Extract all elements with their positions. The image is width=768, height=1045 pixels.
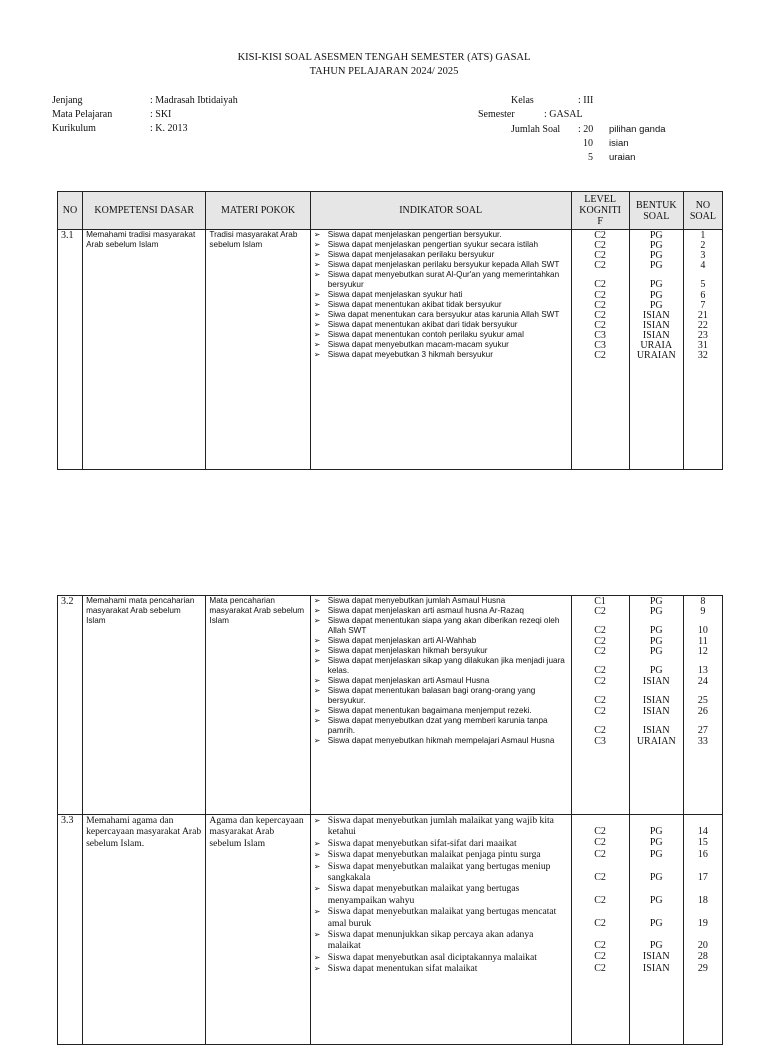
level-value: C2 xyxy=(594,239,606,251)
indikator-item: ➢ Siswa dapat menyebutkan asal diciptakannya malaikat xyxy=(314,952,568,963)
no-soal-value: 15 xyxy=(697,837,708,849)
jumlah-isian-value: 10 xyxy=(583,138,593,149)
header-no-soal xyxy=(683,192,722,230)
indikator-item: ➢ Siswa dapat menentukan bagaimana menjemput rezeki. xyxy=(314,706,568,716)
level-value: C2 xyxy=(594,319,606,331)
header-level-kognitif xyxy=(571,192,629,230)
bentuk-value: ISIAN xyxy=(642,705,670,717)
kompetensi-dasar-cell: Memahami agama dan kepercayaan masyarakat Arab sebelum Islam. xyxy=(83,815,206,1045)
indikator-list xyxy=(314,230,568,360)
level-value: C2 xyxy=(594,229,606,241)
level-kognitif-cell xyxy=(571,230,629,470)
bentuk-value: PG xyxy=(649,239,663,251)
level-value: C2 xyxy=(594,624,606,636)
level-value: C2 xyxy=(594,917,606,929)
bentuk-value: PG xyxy=(649,917,663,929)
kurikulum-label: Kurikulum xyxy=(52,123,96,134)
indikator-cell xyxy=(310,815,571,1045)
header-level-line3: F xyxy=(597,216,603,227)
bentuk-soal-cell xyxy=(629,596,683,815)
bentuk-value: PG xyxy=(649,826,663,838)
document-title: KISI-KISI SOAL ASESMEN TENGAH SEMESTER (ATS) GASAL xyxy=(237,52,531,63)
mapel-value: : SKI xyxy=(150,109,172,120)
section-number: 3.2 xyxy=(58,596,83,815)
semester-value: : GASAL xyxy=(544,109,583,120)
indikator-item: ➢ Siswa dapat menentukan akibat tidak bersyukur xyxy=(314,300,568,310)
indikator-item: ➢ Siswa dapat menjelaskan arti Al-Wahhab xyxy=(314,636,568,646)
level-value: C2 xyxy=(594,249,606,261)
level-value: C2 xyxy=(594,289,606,301)
indikator-item: ➢ Siswa dapat menjelasakan perilaku bersyukur xyxy=(314,250,568,260)
no-soal-value: 25 xyxy=(697,694,708,706)
level-value: C2 xyxy=(594,705,606,717)
no-soal-value: 33 xyxy=(697,735,708,747)
indikator-item: ➢ Siswa dapat menyebutkan malaikat yang bertugas menyampaikan wahyu xyxy=(314,883,568,906)
jumlah-pg-value: : 20 xyxy=(578,124,594,135)
level-value: C2 xyxy=(594,605,606,617)
no-soal-value: 1 xyxy=(700,229,706,241)
bentuk-value: ISIAN xyxy=(642,675,670,687)
indikator-item: ➢ Siswa dapat menentukan akibat dari tidak bersyukur xyxy=(314,320,568,330)
no-soal-value: 23 xyxy=(697,329,708,341)
semester-label: Semester xyxy=(478,109,515,120)
level-value: C2 xyxy=(594,635,606,647)
no-soal-value: 21 xyxy=(697,309,708,321)
jenjang-label: Jenjang xyxy=(52,95,83,106)
bentuk-value: PG xyxy=(649,289,663,301)
level-value: C2 xyxy=(594,724,606,736)
indikator-item: ➢ Siswa dapat menyebutkan malaikat yang bertugas mencatat amal buruk xyxy=(314,906,568,929)
level-value: C2 xyxy=(594,894,606,906)
no-soal-value: 9 xyxy=(700,605,706,617)
no-soal-value: 16 xyxy=(697,848,708,860)
bentuk-value: PG xyxy=(649,848,663,860)
section-row-3-2 xyxy=(58,596,723,815)
section-row-3-3 xyxy=(58,815,723,1045)
bentuk-value: PG xyxy=(649,645,663,657)
materi-pokok-cell: Tradisi masyarakat Arab sebelum Islam xyxy=(206,230,310,470)
bentuk-value: PG xyxy=(649,635,663,647)
bentuk-value: URAIAN xyxy=(636,735,676,747)
materi-pokok-cell: Mata pencaharian masyarakat Arab sebelum Islam xyxy=(206,596,310,815)
indikator-item: ➢ Siswa dapat menyebutkan malaikat yang bertugas meniup sangkakala xyxy=(314,861,568,884)
kelas-value: : III xyxy=(578,95,594,106)
no-soal-cell xyxy=(683,596,722,815)
no-soal-value: 26 xyxy=(697,705,708,717)
level-value: C2 xyxy=(594,962,606,974)
indikator-item: ➢ Siswa dapat menyebutkan dzat yang memberi karunia tanpa pamrih. xyxy=(314,716,568,736)
indikator-item: ➢ Siswa dapat menjelaskan pengertian syukur secara istilah xyxy=(314,240,568,250)
bentuk-value: PG xyxy=(649,894,663,906)
level-value: C2 xyxy=(594,694,606,706)
no-soal-value: 18 xyxy=(697,894,708,906)
bentuk-soal-cell xyxy=(629,230,683,470)
bentuk-value: ISIAN xyxy=(642,309,670,321)
mapel-label: Mata Pelajaran xyxy=(52,109,113,120)
indikator-list xyxy=(314,596,568,746)
pg-label: pilihan ganda xyxy=(609,124,666,135)
no-soal-value: 11 xyxy=(698,635,708,647)
bentuk-value: URAIAN xyxy=(636,349,676,361)
no-soal-value: 22 xyxy=(697,319,708,331)
bentuk-value: PG xyxy=(649,940,663,952)
level-value: C2 xyxy=(594,278,606,290)
level-value: C1 xyxy=(594,595,606,607)
level-kognitif-cell xyxy=(571,815,629,1045)
indikator-item: ➢ Siswa dapat menyebutkan malaikat penjaga pintu surga xyxy=(314,849,568,860)
indikator-list xyxy=(314,815,568,975)
uraian-label: uraian xyxy=(609,152,636,163)
jenjang-value: : Madrasah Ibtidaiyah xyxy=(150,95,238,106)
bentuk-value: PG xyxy=(649,595,663,607)
level-value: C2 xyxy=(594,940,606,952)
no-soal-value: 4 xyxy=(700,259,706,271)
bentuk-value: PG xyxy=(649,871,663,883)
no-soal-value: 24 xyxy=(697,675,708,687)
level-value: C2 xyxy=(594,299,606,311)
no-soal-value: 31 xyxy=(697,339,708,351)
kisi-table-1 xyxy=(57,191,723,470)
header-kompetensi-dasar: KOMPETENSI DASAR xyxy=(83,192,206,230)
no-soal-value: 12 xyxy=(697,645,708,657)
no-soal-value: 29 xyxy=(697,962,708,974)
indikator-item: ➢ Siswa dapat menentukan balasan bagi orang-orang yang bersyukur. xyxy=(314,686,568,706)
indikator-item: ➢ Siswa dapat menyebutkan macam-macam syukur xyxy=(314,340,568,350)
no-soal-value: 13 xyxy=(697,664,708,676)
no-soal-value: 5 xyxy=(700,278,706,290)
header-level-line1: LEVEL xyxy=(584,194,616,205)
header-bentuk-soal xyxy=(629,192,683,230)
level-value: C2 xyxy=(594,259,606,271)
level-value: C2 xyxy=(594,826,606,838)
level-value: C3 xyxy=(594,339,606,351)
indikator-item: ➢ Siswa dapat menunjukkan sikap percaya akan adanya malaikat xyxy=(314,929,568,952)
kelas-label: Kelas xyxy=(511,95,534,106)
no-soal-value: 10 xyxy=(697,624,708,636)
no-soal-value: 28 xyxy=(697,951,708,963)
level-value: C2 xyxy=(594,871,606,883)
no-soal-cell xyxy=(683,815,722,1045)
no-soal-value: 8 xyxy=(700,595,706,607)
indikator-item: ➢ Siswa dapat menyebutkan sifat-sifat dari maaikat xyxy=(314,838,568,849)
indikator-item: ➢ Siswa dapat menentukan contoh perilaku syukur amal xyxy=(314,330,568,340)
no-soal-value: 32 xyxy=(697,349,708,361)
no-soal-value: 14 xyxy=(697,826,708,838)
kisi-table-2 xyxy=(57,595,723,1045)
indikator-item: ➢ Siswa dapat menjelaskan arti asmaul husna Ar-Razaq xyxy=(314,606,568,616)
section-row-3-1 xyxy=(58,230,723,470)
kompetensi-dasar-cell: Memahami mata pencaharian masyarakat Arab sebelum Islam xyxy=(83,596,206,815)
header-nosoal-line2: SOAL xyxy=(689,210,716,222)
table-header-row xyxy=(58,192,723,230)
bentuk-value: ISIAN xyxy=(642,951,670,963)
no-soal-value: 17 xyxy=(697,871,708,883)
indikator-cell xyxy=(310,596,571,815)
header-bentuk-line1: BENTUK xyxy=(635,199,677,211)
bentuk-value: PG xyxy=(649,664,663,676)
header-level-line2: KOGNITI xyxy=(579,205,621,216)
jumlah-soal-label: Jumlah Soal xyxy=(511,124,561,135)
indikator-item: ➢ Siswa dapat menentukan siapa yang akan diberikan rezeqi oleh Allah SWT xyxy=(314,616,568,636)
indikator-item: ➢ Siswa dapat menyebutkan jumlah Asmaul Husna xyxy=(314,596,568,606)
level-value: C2 xyxy=(594,309,606,321)
bentuk-value: PG xyxy=(649,249,663,261)
indikator-item: ➢ Siswa dapat menjelaskan hikmah bersyukur xyxy=(314,646,568,656)
indikator-item: ➢ Siswa dapat menjelaskan syukur hati xyxy=(314,290,568,300)
indikator-item: ➢ Siswa dapat menjelaskan arti Asmaul Husna xyxy=(314,676,568,686)
header-materi-pokok: MATERI POKOK xyxy=(206,192,310,230)
indikator-item: ➢ Siswa dapat menjelaskan perilaku bersyukur kepada Allah SWT xyxy=(314,260,568,270)
bentuk-soal-cell xyxy=(629,815,683,1045)
bentuk-value: PG xyxy=(649,837,663,849)
section-number: 3.1 xyxy=(58,230,83,470)
indikator-item: ➢ Siswa dapat menyebutkan surat Al-Qur'an yang memerintahkan bersyukur xyxy=(314,270,568,290)
level-value: C2 xyxy=(594,645,606,657)
header-nosoal-line1: NO xyxy=(695,199,711,211)
bentuk-value: ISIAN xyxy=(642,724,670,736)
kurikulum-value: : K. 2013 xyxy=(150,123,188,134)
indikator-item: ➢ Siswa dapat menentukan sifat malaikat xyxy=(314,963,568,974)
document-subtitle: TAHUN PELAJARAN 2024/ 2025 xyxy=(309,66,459,77)
indikator-item: ➢ Siswa dapat menyebutkan hikmah mempelajari Asmaul Husna xyxy=(314,736,568,746)
bentuk-value: PG xyxy=(649,605,663,617)
level-value: C2 xyxy=(594,349,606,361)
no-soal-value: 3 xyxy=(700,249,706,261)
indikator-item: ➢ Siswa dapat menjelaskan pengertian bersyukur. xyxy=(314,230,568,240)
no-soal-cell xyxy=(683,230,722,470)
level-value: C2 xyxy=(594,848,606,860)
kompetensi-dasar-cell: Memahami tradisi masyarakat Arab sebelum Islam xyxy=(83,230,206,470)
no-soal-value: 20 xyxy=(697,940,708,952)
indikator-cell xyxy=(310,230,571,470)
no-soal-value: 7 xyxy=(700,299,706,311)
level-value: C3 xyxy=(594,735,606,747)
level-value: C2 xyxy=(594,837,606,849)
section-number: 3.3 xyxy=(58,815,83,1045)
no-soal-value: 27 xyxy=(697,724,708,736)
bentuk-value: PG xyxy=(649,259,663,271)
indikator-item: ➢ Siswa dapat menyebutkan jumlah malaikat yang wajib kita ketahui xyxy=(314,815,568,838)
bentuk-value: ISIAN xyxy=(642,694,670,706)
header-bentuk-line2: SOAL xyxy=(643,210,670,222)
header-no: NO xyxy=(58,192,83,230)
level-value: C2 xyxy=(594,675,606,687)
header-indikator-soal: INDIKATOR SOAL xyxy=(310,192,571,230)
bentuk-value: ISIAN xyxy=(642,329,670,341)
level-kognitif-cell xyxy=(571,596,629,815)
indikator-item: ➢ Siwa dapat menentukan cara bersyukur atas karunia Allah SWT xyxy=(314,310,568,320)
level-value: C2 xyxy=(594,664,606,676)
bentuk-value: ISIAN xyxy=(642,319,670,331)
bentuk-value: PG xyxy=(649,624,663,636)
indikator-item: ➢ Siswa dapat menjelaskan sikap yang dilakukan jika menjadi juara kelas. xyxy=(314,656,568,676)
no-soal-value: 2 xyxy=(700,239,706,251)
level-value: C3 xyxy=(594,329,606,341)
no-soal-value: 19 xyxy=(697,917,708,929)
bentuk-value: URAIA xyxy=(640,339,673,351)
level-value: C2 xyxy=(594,951,606,963)
jumlah-uraian-value: 5 xyxy=(588,152,593,163)
bentuk-value: PG xyxy=(649,278,663,290)
no-soal-value: 6 xyxy=(700,289,706,301)
bentuk-value: PG xyxy=(649,299,663,311)
indikator-item: ➢ Siswa dapat meyebutkan 3 hikmah bersyukur xyxy=(314,350,568,360)
bentuk-value: PG xyxy=(649,229,663,241)
materi-pokok-cell: Agama dan kepercayaan masyarakat Arab sebelum Islam xyxy=(206,815,310,1045)
bentuk-value: ISIAN xyxy=(642,962,670,974)
isian-label: isian xyxy=(609,138,629,149)
